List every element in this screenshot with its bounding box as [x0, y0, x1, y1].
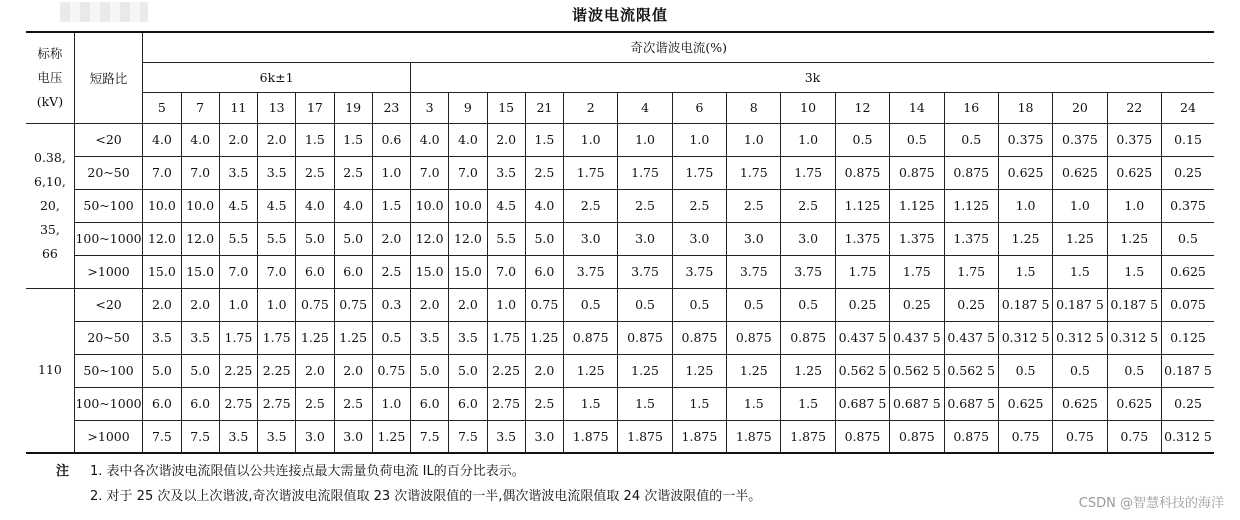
value-cell: 2.5 — [296, 387, 334, 420]
value-cell: 0.875 — [835, 156, 889, 189]
value-cell: 3.5 — [219, 156, 257, 189]
value-cell: 1.125 — [890, 189, 944, 222]
value-cell: 0.375 — [1161, 189, 1214, 222]
ratio-cell: <20 — [74, 123, 142, 156]
ratio-cell: 100~1000 — [74, 222, 142, 255]
value-cell: 6.0 — [143, 387, 181, 420]
table-row — [26, 387, 1214, 420]
value-cell: 3.0 — [618, 222, 672, 255]
value-cell: 0.375 — [998, 123, 1052, 156]
value-cell: 0.25 — [944, 288, 998, 321]
value-cell: 0.562 5 — [890, 354, 944, 387]
value-cell: 0.25 — [1161, 387, 1214, 420]
value-cell: 0.5 — [618, 288, 672, 321]
value-cell: 1.75 — [258, 321, 296, 354]
value-cell: 0.75 — [998, 420, 1052, 453]
ratio-cell: 50~100 — [74, 354, 142, 387]
value-cell: 1.375 — [835, 222, 889, 255]
note-1: 1. 表中各次谐波电流限值以公共连接点最大需量负荷电流 IL的百分比表示。 — [90, 464, 525, 479]
table-row — [26, 156, 1214, 189]
subheader-3k: 3k — [411, 62, 1214, 92]
value-cell: 2.25 — [258, 354, 296, 387]
value-cell: 1.5 — [998, 255, 1052, 288]
order-header: 13 — [258, 92, 296, 123]
subheader-6k: 6k±1 — [143, 62, 411, 92]
value-cell: 1.25 — [618, 354, 672, 387]
ratio-cell: 20~50 — [74, 156, 142, 189]
value-cell: 1.0 — [1053, 189, 1107, 222]
value-cell: 1.75 — [219, 321, 257, 354]
value-cell: 0.625 — [998, 156, 1052, 189]
value-cell: 0.562 5 — [835, 354, 889, 387]
ratio-header: 短路比 — [74, 32, 142, 123]
value-cell: 1.0 — [564, 123, 618, 156]
value-cell: 1.5 — [781, 387, 835, 420]
value-cell: 0.75 — [372, 354, 410, 387]
table-row — [26, 420, 1214, 453]
value-cell: 0.312 5 — [1107, 321, 1161, 354]
value-cell: 12.0 — [181, 222, 219, 255]
value-cell: 12.0 — [449, 222, 487, 255]
voltage-header: 标称 电压 (kV) — [26, 32, 74, 123]
value-cell: 1.75 — [727, 156, 781, 189]
value-cell: 2.0 — [487, 123, 525, 156]
watermark: CSDN @智慧科技的海洋 — [1078, 496, 1224, 511]
voltage-cell: 110 — [26, 288, 74, 453]
value-cell: 0.875 — [727, 321, 781, 354]
value-cell: 3.5 — [258, 420, 296, 453]
value-cell: 1.875 — [564, 420, 618, 453]
order-header: 11 — [219, 92, 257, 123]
note-2: 2. 对于 25 次及以上次谐波,奇次谐波电流限值取 23 次谐波限值的一半,偶次谐波电流限值取 24 次谐波限值的一半。 — [90, 489, 762, 504]
order-header: 17 — [296, 92, 334, 123]
value-cell: 7.5 — [181, 420, 219, 453]
table-row — [26, 123, 1214, 156]
value-cell: 0.375 — [1107, 123, 1161, 156]
value-cell: 3.5 — [258, 156, 296, 189]
value-cell: 1.25 — [296, 321, 334, 354]
value-cell: 0.187 5 — [1161, 354, 1214, 387]
value-cell: 0.875 — [944, 420, 998, 453]
value-cell: 0.075 — [1161, 288, 1214, 321]
value-cell: 3.5 — [487, 420, 525, 453]
value-cell: 1.25 — [1107, 222, 1161, 255]
value-cell: 2.0 — [449, 288, 487, 321]
value-cell: 0.5 — [998, 354, 1052, 387]
value-cell: 0.875 — [944, 156, 998, 189]
value-cell: 0.875 — [672, 321, 726, 354]
value-cell: 1.375 — [944, 222, 998, 255]
value-cell: 1.75 — [618, 156, 672, 189]
value-cell: 3.5 — [449, 321, 487, 354]
value-cell: 3.0 — [525, 420, 563, 453]
value-cell: 1.75 — [835, 255, 889, 288]
value-cell: 3.5 — [181, 321, 219, 354]
value-cell: 1.0 — [372, 156, 410, 189]
value-cell: 1.25 — [564, 354, 618, 387]
value-cell: 4.5 — [487, 189, 525, 222]
value-cell: 2.5 — [296, 156, 334, 189]
value-cell: 2.5 — [334, 387, 372, 420]
value-cell: 0.6 — [372, 123, 410, 156]
value-cell: 3.75 — [618, 255, 672, 288]
value-cell: 0.437 5 — [890, 321, 944, 354]
value-cell: 4.0 — [411, 123, 449, 156]
value-cell: 1.5 — [1053, 255, 1107, 288]
value-cell: 2.75 — [487, 387, 525, 420]
value-cell: 10.0 — [449, 189, 487, 222]
value-cell: 0.5 — [1053, 354, 1107, 387]
value-cell: 7.5 — [411, 420, 449, 453]
value-cell: 12.0 — [143, 222, 181, 255]
value-cell: 0.5 — [727, 288, 781, 321]
value-cell: 1.75 — [487, 321, 525, 354]
value-cell: 0.625 — [1053, 387, 1107, 420]
value-cell: 0.875 — [890, 156, 944, 189]
value-cell: 0.437 5 — [835, 321, 889, 354]
order-header: 16 — [944, 92, 998, 123]
value-cell: 5.0 — [334, 222, 372, 255]
order-row — [26, 92, 1214, 123]
value-cell: 0.625 — [1107, 156, 1161, 189]
value-cell: 2.0 — [258, 123, 296, 156]
value-cell: 0.687 5 — [835, 387, 889, 420]
value-cell: 15.0 — [411, 255, 449, 288]
order-header: 3 — [411, 92, 449, 123]
value-cell: 2.5 — [672, 189, 726, 222]
value-cell: 1.75 — [672, 156, 726, 189]
value-cell: 0.25 — [835, 288, 889, 321]
value-cell: 6.0 — [334, 255, 372, 288]
value-cell: 3.5 — [219, 420, 257, 453]
value-cell: 5.0 — [449, 354, 487, 387]
value-cell: 7.0 — [181, 156, 219, 189]
value-cell: 1.25 — [781, 354, 835, 387]
table-row — [26, 255, 1214, 288]
value-cell: 1.5 — [672, 387, 726, 420]
value-cell: 4.0 — [181, 123, 219, 156]
value-cell: 2.25 — [487, 354, 525, 387]
value-cell: 3.0 — [296, 420, 334, 453]
order-header: 19 — [334, 92, 372, 123]
value-cell: 15.0 — [143, 255, 181, 288]
order-header: 2 — [564, 92, 618, 123]
value-cell: 4.5 — [219, 189, 257, 222]
value-cell: 1.5 — [564, 387, 618, 420]
value-cell: 2.0 — [411, 288, 449, 321]
value-cell: 1.25 — [372, 420, 410, 453]
value-cell: 10.0 — [411, 189, 449, 222]
order-header: 23 — [372, 92, 410, 123]
value-cell: 0.312 5 — [1053, 321, 1107, 354]
value-cell: 15.0 — [449, 255, 487, 288]
value-cell: 2.5 — [372, 255, 410, 288]
ratio-cell: 100~1000 — [74, 387, 142, 420]
value-cell: 0.625 — [1161, 255, 1214, 288]
value-cell: 0.187 5 — [998, 288, 1052, 321]
value-cell: 0.875 — [835, 420, 889, 453]
value-cell: 0.75 — [1107, 420, 1161, 453]
value-cell: 1.875 — [781, 420, 835, 453]
value-cell: 6.0 — [449, 387, 487, 420]
value-cell: 7.0 — [143, 156, 181, 189]
value-cell: 3.75 — [564, 255, 618, 288]
value-cell: 0.875 — [564, 321, 618, 354]
value-cell: 1.0 — [258, 288, 296, 321]
value-cell: 0.75 — [1053, 420, 1107, 453]
value-cell: 7.5 — [449, 420, 487, 453]
value-cell: 3.5 — [487, 156, 525, 189]
value-cell: 0.5 — [781, 288, 835, 321]
value-cell: 1.875 — [618, 420, 672, 453]
value-cell: 5.0 — [525, 222, 563, 255]
value-cell: 2.0 — [334, 354, 372, 387]
value-cell: 0.312 5 — [998, 321, 1052, 354]
value-cell: 1.0 — [1107, 189, 1161, 222]
value-cell: 0.5 — [835, 123, 889, 156]
table-row — [26, 222, 1214, 255]
value-cell: 7.0 — [411, 156, 449, 189]
value-cell: 0.687 5 — [890, 387, 944, 420]
value-cell: 1.0 — [727, 123, 781, 156]
value-cell: 2.5 — [781, 189, 835, 222]
value-cell: 3.0 — [727, 222, 781, 255]
value-cell: 3.5 — [411, 321, 449, 354]
value-cell: 1.25 — [672, 354, 726, 387]
order-header: 21 — [525, 92, 563, 123]
order-header: 20 — [1053, 92, 1107, 123]
value-cell: 6.0 — [525, 255, 563, 288]
ratio-cell: 20~50 — [74, 321, 142, 354]
value-cell: 5.0 — [296, 222, 334, 255]
value-cell: 1.25 — [1053, 222, 1107, 255]
value-cell: 1.5 — [525, 123, 563, 156]
notes-label: 注 — [56, 464, 70, 479]
value-cell: 3.75 — [781, 255, 835, 288]
value-cell: 4.0 — [525, 189, 563, 222]
value-cell: 1.5 — [372, 189, 410, 222]
value-cell: 0.15 — [1161, 123, 1214, 156]
value-cell: 2.5 — [564, 189, 618, 222]
value-cell: 3.0 — [564, 222, 618, 255]
value-cell: 2.0 — [181, 288, 219, 321]
value-cell: 3.0 — [672, 222, 726, 255]
value-cell: 1.5 — [727, 387, 781, 420]
value-cell: 2.5 — [618, 189, 672, 222]
value-cell: 7.0 — [219, 255, 257, 288]
value-cell: 5.5 — [219, 222, 257, 255]
value-cell: 12.0 — [411, 222, 449, 255]
value-cell: 2.5 — [727, 189, 781, 222]
value-cell: 5.5 — [487, 222, 525, 255]
value-cell: 0.875 — [618, 321, 672, 354]
table-row — [26, 189, 1214, 222]
value-cell: 1.125 — [835, 189, 889, 222]
value-cell: 0.75 — [525, 288, 563, 321]
value-cell: 3.0 — [334, 420, 372, 453]
table-row — [26, 321, 1214, 354]
ratio-cell: 50~100 — [74, 189, 142, 222]
value-cell: 0.5 — [1161, 222, 1214, 255]
value-cell: 2.5 — [525, 387, 563, 420]
value-cell: 3.0 — [781, 222, 835, 255]
value-cell: 1.5 — [296, 123, 334, 156]
harmonic-limits-table — [26, 31, 1214, 454]
value-cell: 0.5 — [672, 288, 726, 321]
order-header: 6 — [672, 92, 726, 123]
order-header: 15 — [487, 92, 525, 123]
value-cell: 1.25 — [998, 222, 1052, 255]
value-cell: 0.625 — [1053, 156, 1107, 189]
value-cell: 0.3 — [372, 288, 410, 321]
order-header: 5 — [143, 92, 181, 123]
value-cell: 4.0 — [334, 189, 372, 222]
value-cell: 1.25 — [727, 354, 781, 387]
value-cell: 3.75 — [672, 255, 726, 288]
value-cell: 7.0 — [487, 255, 525, 288]
value-cell: 2.0 — [296, 354, 334, 387]
value-cell: 7.0 — [449, 156, 487, 189]
value-cell: 0.5 — [890, 123, 944, 156]
ratio-cell: <20 — [74, 288, 142, 321]
value-cell: 4.0 — [143, 123, 181, 156]
order-header: 24 — [1161, 92, 1214, 123]
value-cell: 10.0 — [143, 189, 181, 222]
value-cell: 2.5 — [334, 156, 372, 189]
value-cell: 5.0 — [181, 354, 219, 387]
value-cell: 0.75 — [334, 288, 372, 321]
value-cell: 2.0 — [372, 222, 410, 255]
value-cell: 5.0 — [411, 354, 449, 387]
value-cell: 2.75 — [219, 387, 257, 420]
value-cell: 3.75 — [727, 255, 781, 288]
ratio-cell: >1000 — [74, 420, 142, 453]
value-cell: 1.0 — [672, 123, 726, 156]
value-cell: 0.875 — [890, 420, 944, 453]
value-cell: 15.0 — [181, 255, 219, 288]
value-cell: 2.0 — [219, 123, 257, 156]
value-cell: 7.0 — [258, 255, 296, 288]
value-cell: 6.0 — [181, 387, 219, 420]
notes — [56, 459, 1056, 509]
value-cell: 1.0 — [998, 189, 1052, 222]
value-cell: 5.0 — [143, 354, 181, 387]
value-cell: 1.0 — [781, 123, 835, 156]
value-cell: 1.5 — [618, 387, 672, 420]
value-cell: 5.5 — [258, 222, 296, 255]
value-cell: 1.0 — [372, 387, 410, 420]
value-cell: 1.75 — [890, 255, 944, 288]
value-cell: 10.0 — [181, 189, 219, 222]
order-header: 22 — [1107, 92, 1161, 123]
order-header: 4 — [618, 92, 672, 123]
value-cell: 2.0 — [525, 354, 563, 387]
order-header: 10 — [781, 92, 835, 123]
value-cell: 0.437 5 — [944, 321, 998, 354]
value-cell: 1.25 — [334, 321, 372, 354]
value-cell: 0.5 — [564, 288, 618, 321]
value-cell: 0.5 — [944, 123, 998, 156]
value-cell: 0.625 — [998, 387, 1052, 420]
value-cell: 7.5 — [143, 420, 181, 453]
value-cell: 0.562 5 — [944, 354, 998, 387]
value-cell: 0.312 5 — [1161, 420, 1214, 453]
value-cell: 1.875 — [672, 420, 726, 453]
value-cell: 2.75 — [258, 387, 296, 420]
group-header: 奇次谐波电流(%) — [143, 32, 1214, 62]
value-cell: 0.25 — [1161, 156, 1214, 189]
table-body — [26, 123, 1214, 453]
ratio-cell: >1000 — [74, 255, 142, 288]
value-cell: 1.375 — [890, 222, 944, 255]
value-cell: 1.0 — [618, 123, 672, 156]
order-header: 9 — [449, 92, 487, 123]
value-cell: 0.75 — [296, 288, 334, 321]
value-cell: 2.5 — [525, 156, 563, 189]
value-cell: 0.687 5 — [944, 387, 998, 420]
value-cell: 0.5 — [372, 321, 410, 354]
value-cell: 0.375 — [1053, 123, 1107, 156]
order-header: 12 — [835, 92, 889, 123]
value-cell: 1.75 — [944, 255, 998, 288]
value-cell: 1.5 — [334, 123, 372, 156]
value-cell: 1.0 — [219, 288, 257, 321]
value-cell: 1.5 — [1107, 255, 1161, 288]
value-cell: 1.875 — [727, 420, 781, 453]
order-header: 18 — [998, 92, 1052, 123]
table-row — [26, 288, 1214, 321]
value-cell: 0.625 — [1107, 387, 1161, 420]
order-header: 8 — [727, 92, 781, 123]
value-cell: 1.125 — [944, 189, 998, 222]
voltage-cell: 0.38, 6,10, 20, 35, 66 — [26, 123, 74, 288]
value-cell: 0.5 — [1107, 354, 1161, 387]
table-title: 谐波电流限值 — [571, 6, 668, 24]
value-cell: 2.25 — [219, 354, 257, 387]
order-header: 7 — [181, 92, 219, 123]
value-cell: 4.0 — [296, 189, 334, 222]
value-cell: 1.25 — [525, 321, 563, 354]
value-cell: 0.875 — [781, 321, 835, 354]
value-cell: 2.0 — [143, 288, 181, 321]
value-cell: 1.0 — [487, 288, 525, 321]
value-cell: 0.25 — [890, 288, 944, 321]
value-cell: 6.0 — [411, 387, 449, 420]
order-header: 14 — [890, 92, 944, 123]
value-cell: 3.5 — [143, 321, 181, 354]
value-cell: 1.75 — [781, 156, 835, 189]
value-cell: 0.187 5 — [1107, 288, 1161, 321]
value-cell: 0.187 5 — [1053, 288, 1107, 321]
value-cell: 4.5 — [258, 189, 296, 222]
value-cell: 4.0 — [449, 123, 487, 156]
value-cell: 6.0 — [296, 255, 334, 288]
value-cell: 0.125 — [1161, 321, 1214, 354]
value-cell: 1.75 — [564, 156, 618, 189]
table-row — [26, 354, 1214, 387]
